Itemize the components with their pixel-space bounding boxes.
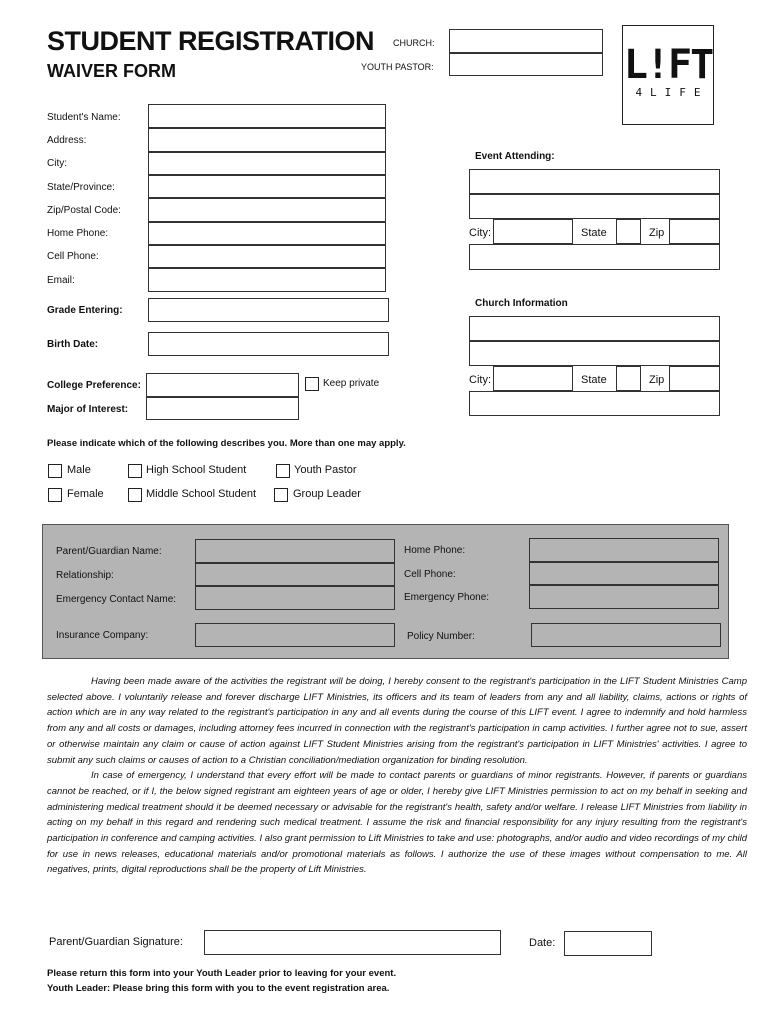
youth-pastor-checkbox[interactable] bbox=[276, 464, 290, 478]
youth-pastor-field[interactable] bbox=[449, 53, 603, 76]
waiver-text bbox=[47, 674, 747, 878]
state-label: State/Province: bbox=[47, 182, 115, 193]
youth-pastor-option-label: Youth Pastor bbox=[294, 464, 357, 476]
event-city-label: City: bbox=[469, 227, 491, 239]
church-info-heading: Church Information bbox=[475, 298, 568, 309]
form-title: STUDENT REGISTRATION bbox=[47, 26, 374, 56]
church-state-label: State bbox=[581, 374, 607, 386]
zip-label: Zip/Postal Code: bbox=[47, 205, 121, 216]
youth-pastor-label: YOUTH PASTOR: bbox=[361, 62, 434, 72]
church-extra-field[interactable] bbox=[469, 391, 720, 416]
address-field[interactable] bbox=[148, 128, 386, 152]
logo-sub-text: 4LIFE bbox=[635, 86, 709, 99]
event-zip-field[interactable] bbox=[669, 219, 720, 244]
guardian-name-field[interactable] bbox=[195, 539, 395, 563]
event-state-label: State bbox=[581, 227, 607, 239]
waiver-paragraph-1: Having been made aware of the activities the registrant will be doing, I hereby consent to the registrant's participation in the LIFT Student Ministries Camp selected above. I voluntarily release and forever discharge LIFT Ministries, its officers and its team of leaders from any and all liability, claims, actions or rights of action which are in any way related to the registrant's participation in any and all events during the course of this LIFT event. I agree to indemnify and hold harmless from any and all costs or damages, including attorney fees incurred in connection with the registrant's participation in camp activities. I further agree not to sue, assert or otherwise maintain any claim or cause of action against LIFT Student Ministries arising from the registrant's participation in LIFT Ministries' activities. I agree to submit any such claims or causes of action to a Christian conciliation/mediation organization for binding resolution. bbox=[47, 676, 747, 766]
relationship-label: Relationship: bbox=[56, 570, 114, 581]
state-field[interactable] bbox=[148, 175, 386, 198]
policy-number-label: Policy Number: bbox=[407, 631, 475, 642]
college-field[interactable] bbox=[146, 373, 299, 397]
waiver-paragraph-2: In case of emergency, I understand that every effort will be made to contact parents or guardians of minor registrants. However, if parents or guardians cannot be reached, or if I, the below signed registrant am eighteen years of age or older, I hereby give LIFT Ministries permission to act on my behalf in seeking and administering medical treatment should it be deemed necessary or advisable for the registrant's health, safety and/or welfare. I release LIFT Ministries from liability in acting on my behalf in this regard and rendering such medical treatment. I assume the risk and financial responsibility for any injury resulting from the registrant's participation in conference and camping activities. I also grant permission to Lift Ministries to take and use: photographs, and/or audio and video recordings of my child for use in news releases, educational materials and/or promotional materials as follows. I authorize the use of these images without compensation to me. All negatives, prints, digital reproductions shall be the property of Lift Ministries. bbox=[47, 770, 747, 876]
guardian-home-phone-field[interactable] bbox=[529, 538, 719, 562]
event-heading: Event Attending: bbox=[475, 151, 555, 162]
footer-instruction-2: Youth Leader: Please bring this form with you to the event registration area. bbox=[47, 983, 390, 994]
church-field[interactable] bbox=[449, 29, 603, 53]
home-phone-label: Home Phone: bbox=[47, 228, 109, 239]
group-leader-checkbox[interactable] bbox=[274, 488, 288, 502]
middle-school-checkbox[interactable] bbox=[128, 488, 142, 502]
student-name-field[interactable] bbox=[148, 104, 386, 128]
event-city-field[interactable] bbox=[493, 219, 573, 244]
insurance-label: Insurance Company: bbox=[56, 630, 149, 641]
indicate-instruction: Please indicate which of the following describes you. More than one may apply. bbox=[47, 438, 406, 449]
city-field[interactable] bbox=[148, 152, 386, 175]
keep-private-label: Keep private bbox=[323, 378, 380, 389]
church-city-field[interactable] bbox=[493, 366, 573, 391]
relationship-field[interactable] bbox=[195, 563, 395, 586]
logo-main-text: L!FT bbox=[623, 42, 713, 88]
birth-date-field[interactable] bbox=[148, 332, 389, 356]
address-label: Address: bbox=[47, 135, 87, 146]
email-field[interactable] bbox=[148, 268, 386, 292]
middle-school-label: Middle School Student bbox=[146, 488, 257, 500]
high-school-label: High School Student bbox=[146, 464, 247, 476]
major-field[interactable] bbox=[146, 397, 299, 420]
church-label: CHURCH: bbox=[393, 38, 435, 48]
date-field[interactable] bbox=[564, 931, 652, 956]
cell-phone-label: Cell Phone: bbox=[47, 251, 99, 262]
zip-field[interactable] bbox=[148, 198, 386, 222]
guardian-cell-phone-label: Cell Phone: bbox=[404, 569, 456, 580]
student-name-label: Student's Name: bbox=[47, 112, 121, 123]
date-label: Date: bbox=[529, 937, 556, 949]
church-zip-field[interactable] bbox=[669, 366, 720, 391]
church-name-field[interactable] bbox=[469, 316, 720, 341]
male-checkbox[interactable] bbox=[48, 464, 62, 478]
emergency-phone-label: Emergency Phone: bbox=[404, 592, 490, 603]
event-zip-label: Zip bbox=[649, 227, 665, 239]
home-phone-field[interactable] bbox=[148, 222, 386, 245]
keep-private-checkbox[interactable] bbox=[305, 377, 319, 391]
lift-logo bbox=[622, 25, 714, 125]
male-label: Male bbox=[67, 464, 91, 476]
emergency-contact-field[interactable] bbox=[195, 586, 395, 610]
emergency-contact-label: Emergency Contact Name: bbox=[56, 594, 177, 605]
event-state-field[interactable] bbox=[616, 219, 641, 244]
grade-field[interactable] bbox=[148, 298, 389, 322]
policy-number-field[interactable] bbox=[531, 623, 721, 647]
female-checkbox[interactable] bbox=[48, 488, 62, 502]
emergency-phone-field[interactable] bbox=[529, 585, 719, 609]
church-city-label: City: bbox=[469, 374, 491, 386]
insurance-field[interactable] bbox=[195, 623, 395, 647]
college-label: College Preference: bbox=[47, 380, 141, 391]
church-zip-label: Zip bbox=[649, 374, 665, 386]
high-school-checkbox[interactable] bbox=[128, 464, 142, 478]
church-address-field[interactable] bbox=[469, 341, 720, 366]
grade-label: Grade Entering: bbox=[47, 305, 123, 316]
form-subtitle: WAIVER FORM bbox=[47, 61, 176, 81]
city-label: City: bbox=[47, 158, 67, 169]
footer-instruction-1: Please return this form into your Youth Leader prior to leaving for your event. bbox=[47, 968, 397, 979]
group-leader-label: Group Leader bbox=[293, 488, 361, 500]
event-location-field[interactable] bbox=[469, 194, 720, 219]
church-state-field[interactable] bbox=[616, 366, 641, 391]
major-label: Major of Interest: bbox=[47, 404, 129, 415]
guardian-home-phone-label: Home Phone: bbox=[404, 545, 466, 556]
signature-field[interactable] bbox=[204, 930, 501, 955]
event-name-field[interactable] bbox=[469, 169, 720, 194]
event-extra-field[interactable] bbox=[469, 244, 720, 270]
female-label: Female bbox=[67, 488, 104, 500]
guardian-cell-phone-field[interactable] bbox=[529, 562, 719, 585]
signature-label: Parent/Guardian Signature: bbox=[49, 936, 183, 948]
birth-date-label: Birth Date: bbox=[47, 339, 99, 350]
email-label: Email: bbox=[47, 275, 75, 286]
cell-phone-field[interactable] bbox=[148, 245, 386, 268]
guardian-name-label: Parent/Guardian Name: bbox=[56, 546, 162, 557]
